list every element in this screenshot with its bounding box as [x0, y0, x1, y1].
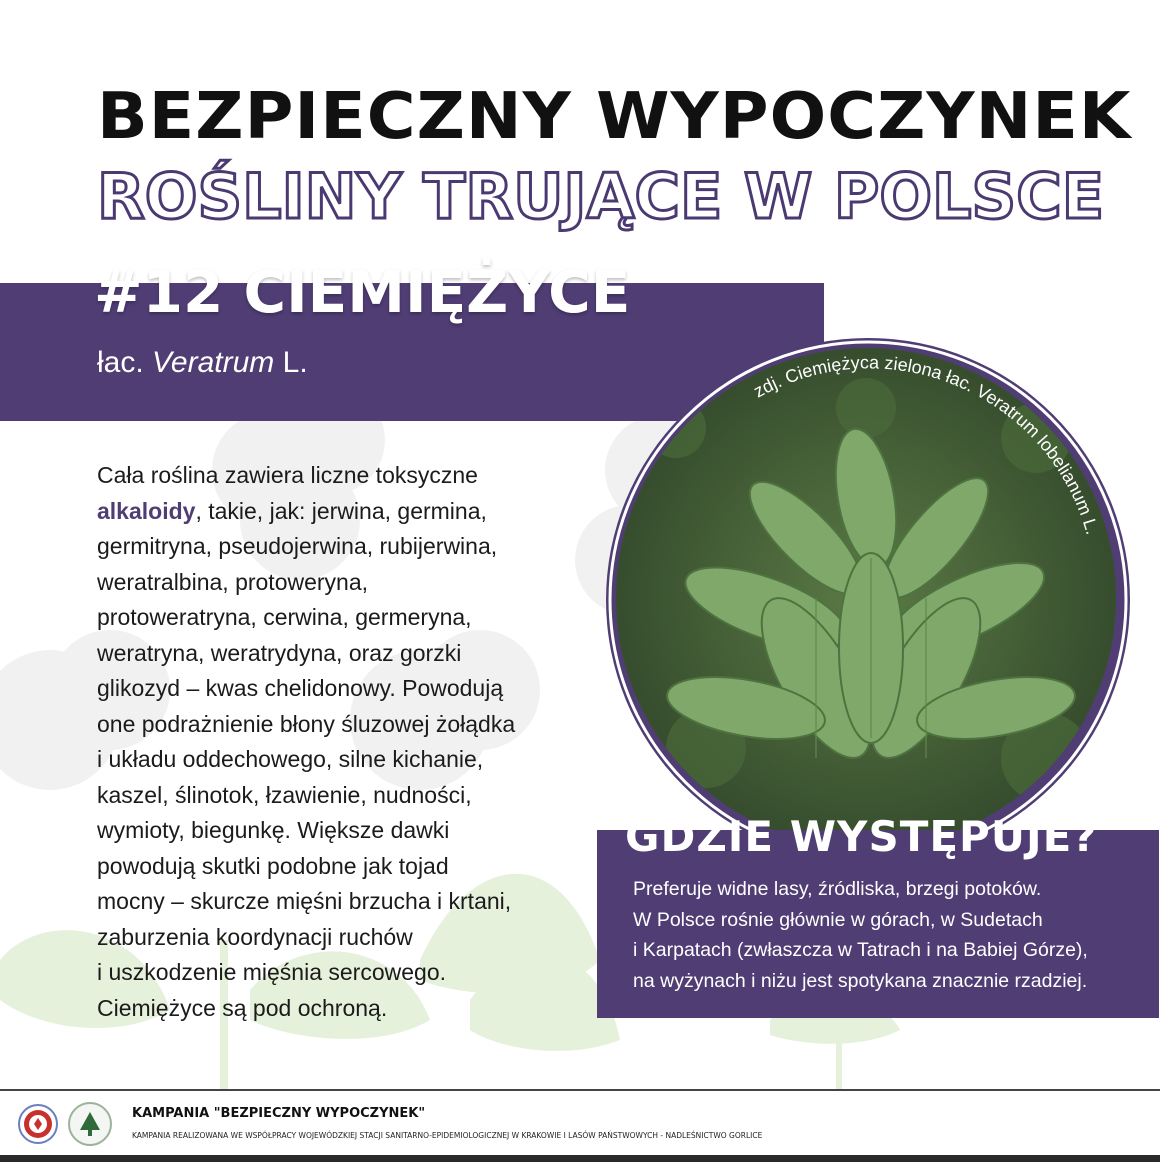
- description-line: wymioty, biegunkę. Większe dawki: [97, 817, 450, 843]
- footer-cooperation-text: KAMPANIA REALIZOWANA WE WSPÓŁPRACY WOJEWÓDZKIEJ STACJI SANITARNO-EPIDEMIOLOGICZNEJ W KRAKOWIE I LASÓW PAŃSTWOWYCH - NADLEŚNICTWO GORLICE: [132, 1131, 763, 1140]
- where-text: [633, 874, 1133, 996]
- footer-divider: [0, 1089, 1160, 1091]
- photo-caption: zdj. Ciemiężyca zielona łac. Veratrum lobelianum L.: [750, 352, 1103, 537]
- footer-bar: [0, 1155, 1160, 1162]
- tree-emblem-icon: [70, 1104, 110, 1144]
- description-line: i uszkodzenie mięśnia sercowego.: [97, 959, 447, 985]
- description-line: Ciemiężyce są pod ochroną.: [97, 994, 388, 1021]
- description-line: i układu oddechowego, silne kichanie,: [97, 746, 484, 772]
- where-line: W Polsce rośnie głównie w górach, w Sudetach: [633, 908, 1043, 931]
- description-text: [97, 458, 567, 1026]
- description-line: germitryna, pseudojerwina, rubijerwina,: [97, 533, 498, 559]
- sanepid-logo-icon: [18, 1104, 58, 1144]
- latin-prefix: łac.: [97, 346, 144, 379]
- where-line: i Karpatach (zwłaszcza w Tatrach i na Babiej Górze),: [633, 939, 1088, 961]
- main-title: BEZPIECZNY WYPOCZYNEK: [97, 80, 1132, 154]
- description-line: weratralbina, protoweryna,: [97, 568, 369, 595]
- description-line: glikozyd – kwas chelidonowy. Powodują: [97, 675, 504, 701]
- description-line: zaburzenia koordynacji ruchów: [97, 923, 413, 950]
- lasy-panstwowe-logo-icon: [68, 1102, 112, 1146]
- eagle-emblem-icon: [20, 1106, 56, 1142]
- photo-caption-arc: [598, 330, 1138, 870]
- description-line: one podrażnienie błony śluzowej żołądka: [97, 710, 516, 737]
- latin-name: [97, 346, 308, 380]
- description-line: kaszel, ślinotok, łzawienie, nudności,: [97, 781, 472, 808]
- where-title: GDZIE WYSTĘPUJE?: [625, 812, 1098, 861]
- footer-campaign-title: KAMPANIA "BEZPIECZNY WYPOCZYNEK": [132, 1106, 426, 1121]
- where-line: na wyżynach i niżu jest spotykana znacznie rzadziej.: [633, 969, 1088, 992]
- description-line: protoweratryna, cerwina, germeryna,: [97, 604, 472, 630]
- plant-photo-frame: [598, 330, 1138, 870]
- alkaloids-highlight: alkaloidy: [97, 497, 196, 524]
- description-line: Cała roślina zawiera liczne toksyczne: [97, 462, 478, 488]
- description-line: weratryna, weratrydyna, oraz gorzki: [97, 639, 462, 666]
- latin-suffix: L.: [282, 346, 308, 379]
- latin-genus: Veratrum: [152, 346, 275, 379]
- description-line: mocny – skurcze mięśni brzucha i krtani,: [97, 888, 512, 914]
- subtitle: ROŚLINY TRUJĄCE W POLSCE: [97, 160, 1105, 233]
- where-line: Preferuje widne lasy, źródliska, brzegi potoków.: [633, 878, 1042, 900]
- description-line: alkaloidy, takie, jak: jerwina, germina,: [97, 497, 487, 524]
- description-line: powodują skutki podobne jak tojad: [97, 852, 449, 879]
- plant-number-title: #12 CIEMIĘŻYCE: [94, 258, 631, 326]
